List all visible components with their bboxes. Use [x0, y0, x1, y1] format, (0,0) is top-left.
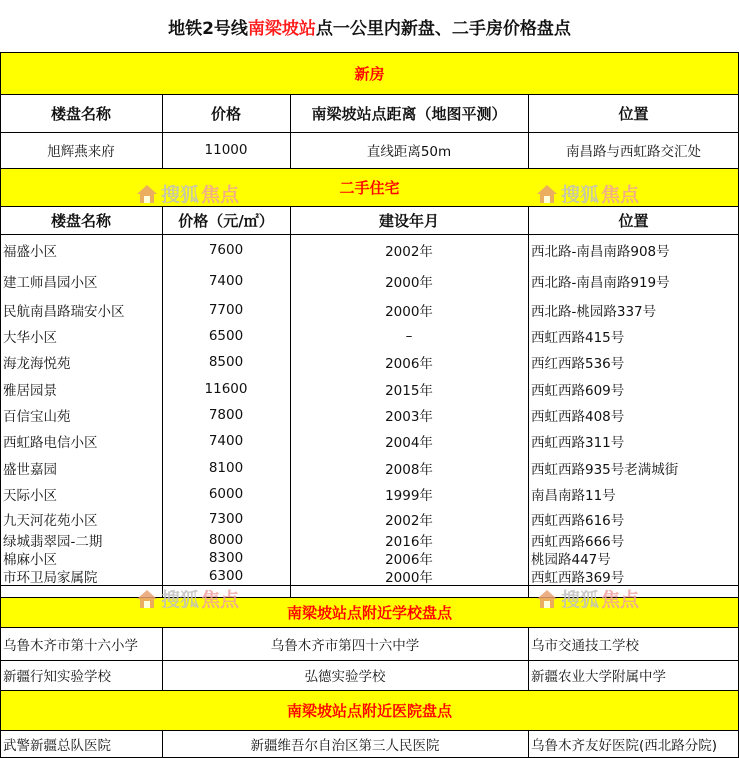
table-cell: 8300 [208, 550, 244, 566]
table-row [0, 296, 739, 323]
table-cell: 西北路-桃园路337号 [531, 303, 657, 320]
table-cell: 7400 [208, 273, 244, 289]
table-cell: 盛世嘉园 [3, 461, 57, 478]
resale-header-row [0, 206, 739, 234]
title-row [0, 0, 739, 52]
table-cell: 大华小区 [3, 330, 57, 346]
school-cell: 新疆行知实验学校 [3, 669, 111, 685]
schools-row [0, 660, 739, 690]
table-cell: 直线距离50m [366, 144, 452, 160]
table-cell: 民航南昌路瑞安小区 [3, 303, 125, 320]
grid-line [0, 585, 739, 586]
table-cell: 2016年 [385, 534, 433, 549]
table-row [0, 402, 739, 428]
resale-band-label: 二手住宅 [339, 178, 400, 197]
table-cell: 西虹西路408号 [531, 409, 625, 425]
table-cell: 7800 [208, 407, 244, 423]
table-row [0, 531, 739, 549]
grid-line [0, 730, 739, 731]
grid-line [0, 597, 739, 598]
grid-line [0, 660, 739, 661]
watermark-part2: 焦点 [201, 589, 240, 611]
table-cell: 2006年 [385, 552, 433, 567]
new-homes-band-label: 新房 [354, 64, 385, 83]
grid-line [162, 730, 163, 758]
table-cell: 南昌路与西虹路交汇处 [566, 144, 701, 160]
header-cell: 建设年月 [378, 211, 439, 230]
table-cell: 旭辉燕来府 [47, 144, 115, 160]
new-homes-data-row [0, 132, 739, 168]
table-cell: 11600 [204, 380, 248, 397]
school-cell: 新疆农业大学附属中学 [531, 669, 666, 685]
table-cell: 西虹西路311号 [531, 435, 625, 451]
header-cell: 南梁坡站点距离（地图平测） [311, 104, 507, 123]
table-cell: 西虹西路415号 [531, 330, 625, 346]
hospital-cell: 武警新疆总队医院 [3, 738, 111, 754]
table-cell: – [405, 328, 413, 344]
grid-line [162, 206, 163, 597]
hospital-cell: 新疆维吾尔自治区第三人民医院 [250, 738, 440, 754]
table-cell: 8100 [208, 459, 244, 476]
header-cell: 楼盘名称 [50, 211, 111, 230]
header-cell: 价格 [210, 104, 241, 123]
grid-line [528, 94, 529, 168]
header-cell: 楼盘名称 [50, 104, 111, 123]
table-row [0, 349, 739, 375]
table-cell: 2006年 [385, 356, 433, 372]
header-cell: 位置 [618, 104, 649, 123]
grid-line [0, 52, 739, 53]
table-cell: 建工师昌园小区 [3, 275, 98, 291]
watermark-part1: 搜狐 [161, 184, 200, 206]
table-cell: 桃园路447号 [531, 552, 611, 567]
table-cell: 2008年 [385, 461, 433, 478]
grid-line [0, 94, 739, 95]
title-suffix: 点一公里内新盘、二手房价格盘点 [315, 18, 571, 39]
grid-line [0, 627, 739, 628]
table-cell: 南昌南路11号 [531, 488, 616, 504]
grid-line [290, 94, 291, 168]
table-cell: 2004年 [385, 435, 433, 451]
grid-line [162, 627, 163, 690]
watermark-part2: 焦点 [601, 184, 640, 206]
resale-band [0, 168, 739, 206]
table-cell: 市环卫局家属院 [3, 570, 98, 585]
school-cell: 乌鲁木齐市第四十六中学 [270, 637, 420, 654]
table-cell: 7400 [208, 433, 244, 449]
table-cell: 2000年 [385, 570, 433, 585]
table-cell: 西虹西路616号 [531, 513, 625, 529]
header-cell: 价格（元/㎡） [178, 211, 274, 230]
grid-line [0, 168, 739, 169]
table-cell: 8000 [208, 532, 244, 548]
table-cell: 7300 [208, 511, 244, 527]
table-cell: 西虹西路666号 [531, 534, 625, 549]
table-cell: 2000年 [385, 303, 433, 320]
table-cell: 2015年 [385, 382, 433, 399]
schools-band-label: 南梁坡站点附近学校盘点 [286, 603, 452, 622]
table-cell: 1999年 [385, 488, 433, 504]
grid-line [528, 730, 529, 758]
table-cell: 西北路-南昌南路908号 [531, 244, 670, 260]
schools-band [0, 597, 739, 627]
grid-line [0, 690, 739, 691]
table-cell: 西虹西路609号 [531, 382, 625, 399]
grid-line [162, 94, 163, 168]
grid-line [0, 234, 739, 235]
new-homes-header-row [0, 94, 739, 132]
table-cell: 雅居园景 [3, 382, 57, 399]
table-cell: 2003年 [385, 409, 433, 425]
table-cell: 海龙海悦苑 [3, 356, 71, 372]
page-title [0, 0, 739, 52]
table-row [0, 428, 739, 454]
watermark-part2: 焦点 [201, 184, 240, 206]
table-cell: 7600 [208, 242, 244, 258]
hospital-cell: 乌鲁木齐友好医院(西北路分院) [531, 738, 718, 754]
table-cell: 6300 [208, 568, 244, 584]
table-cell: 7700 [208, 301, 244, 318]
school-cell: 乌市交通技工学校 [531, 637, 639, 654]
watermark-part1: 搜狐 [561, 589, 600, 611]
table-cell: 棉麻小区 [3, 552, 57, 567]
table-cell: 2002年 [385, 244, 433, 260]
table-row [0, 454, 739, 481]
table-cell: 西红西路536号 [531, 356, 625, 372]
table-cell: 西虹路电信小区 [3, 435, 98, 451]
table-row [0, 375, 739, 402]
watermark-part2: 焦点 [601, 589, 640, 611]
grid-line [290, 206, 291, 597]
grid-line [0, 132, 739, 133]
grid-line [0, 52, 1, 758]
table-cell: 绿城翡翠园-二期 [3, 534, 103, 549]
grid-line [528, 206, 529, 597]
table-row [0, 567, 739, 585]
table-cell: 6500 [208, 328, 244, 344]
table-cell: 西虹西路935号老满城街 [531, 461, 679, 478]
schools-row [0, 627, 739, 660]
school-cell: 乌鲁木齐市第十六小学 [3, 637, 138, 654]
table-row [0, 481, 739, 507]
table-cell: 九天河花苑小区 [3, 513, 98, 529]
title-prefix: 地铁2号线 [168, 18, 248, 39]
table-row [0, 549, 739, 567]
table-cell: 西虹西路369号 [531, 570, 625, 585]
table-cell: 2000年 [385, 275, 433, 291]
title-highlight: 南梁坡站 [247, 18, 316, 39]
table-cell: 西北路-南昌南路919号 [531, 275, 670, 291]
table-cell: 福盛小区 [3, 244, 57, 260]
table-cell: 8500 [208, 354, 244, 370]
table-cell: 6000 [208, 486, 244, 502]
table-row [0, 234, 739, 266]
watermark-part1: 搜狐 [561, 184, 600, 206]
grid-line [0, 206, 739, 207]
table-cell: 天际小区 [3, 488, 57, 504]
table-row [0, 323, 739, 349]
grid-line [528, 627, 529, 690]
header-cell: 位置 [618, 211, 649, 230]
new-homes-band [0, 52, 739, 94]
table-cell: 11000 [204, 142, 248, 158]
table-cell: 2002年 [385, 513, 433, 529]
hospitals-row [0, 730, 739, 758]
hospitals-band-label: 南梁坡站点附近医院盘点 [286, 701, 452, 720]
watermark-part1: 搜狐 [161, 589, 200, 611]
school-cell: 弘德实验学校 [304, 669, 386, 685]
table-cell: 百信宝山苑 [3, 409, 71, 425]
hospitals-band [0, 690, 739, 730]
table-row [0, 266, 739, 296]
table-row [0, 507, 739, 531]
